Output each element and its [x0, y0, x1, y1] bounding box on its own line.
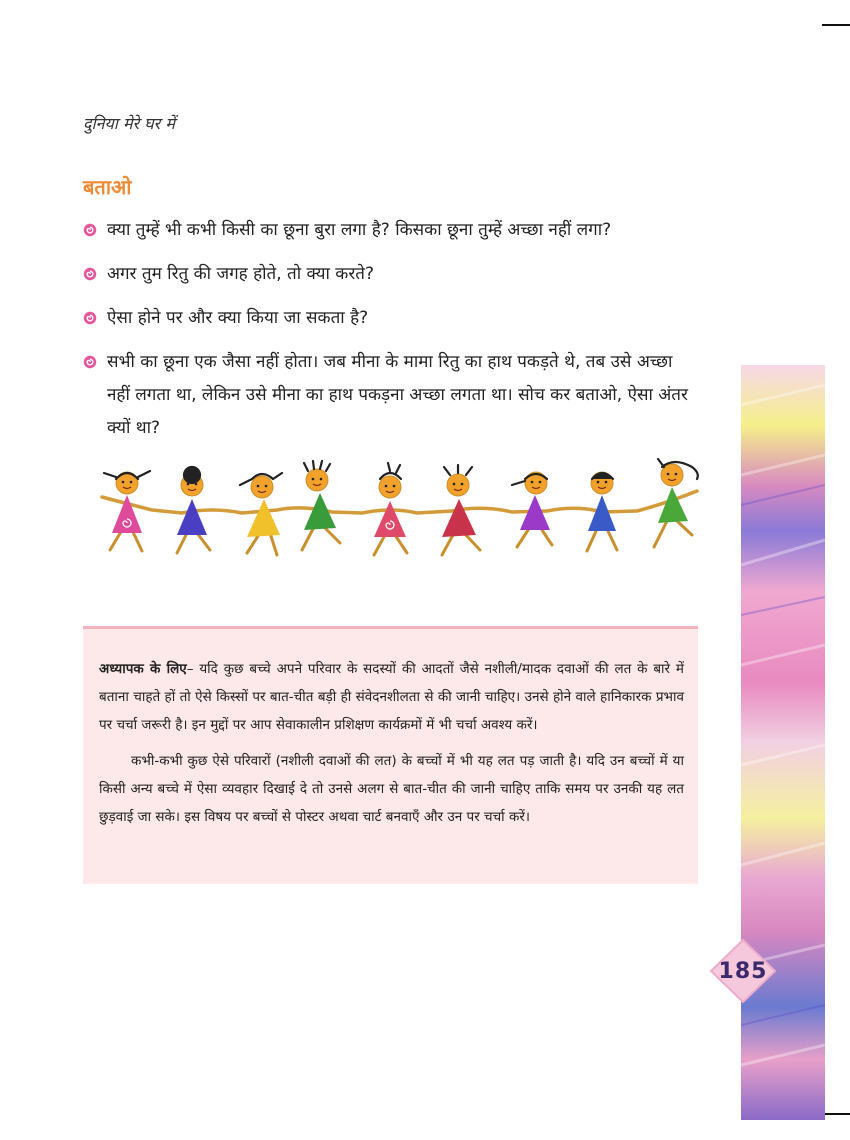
question-text: क्या तुम्हें भी कभी किसी का छूना बुरा लगा है? किसका छूना तुम्हें अच्छा नहीं लगा?	[107, 220, 612, 240]
question-item	[83, 258, 693, 290]
running-head: दुनिया मेरे घर में	[83, 114, 175, 133]
spiral-bullet-icon	[83, 223, 97, 237]
crop-mark	[822, 1113, 850, 1115]
teacher-note-text: – यदि कुछ बच्चे अपने परिवार के सदस्यों की आदतों जैसे नशीली/मादक दवाओं की लत के बारे में बताना चाहते हों तो ऐसे किस्सों पर बात-चीत बड़ी ही संवेदनशीलता से की जानी चाहिए। उनसे होने वाले हानिकारक प्रभाव पर चर्चा जरूरी है। इन मुद्दों पर आप सेवाकालीन प्रशिक्षण कार्यक्रमों में भी चर्चा अवश्य करें।	[99, 661, 684, 733]
teacher-note-lead: अध्यापक के लिए	[99, 661, 187, 677]
question-text: ऐसा होने पर और क्या किया जा सकता है?	[107, 308, 369, 328]
crop-mark	[822, 24, 850, 26]
question-text: अगर तुम रितु की जगह होते, तो क्या करते?	[107, 264, 375, 284]
question-item	[83, 302, 693, 334]
spiral-bullet-icon	[83, 355, 97, 369]
question-item	[83, 346, 693, 445]
teacher-note-box	[83, 626, 698, 884]
question-item	[83, 214, 693, 246]
decorative-side-strip	[741, 365, 825, 1120]
page-number-badge	[703, 936, 783, 1006]
teacher-note-para	[99, 655, 684, 739]
spiral-bullet-icon	[83, 311, 97, 325]
page-number: 185	[718, 958, 768, 984]
teacher-note-para: कभी-कभी कुछ ऐसे परिवारों (नशीली दवाओं की लत) के बच्चों में भी यह लत पड़ जाती है। यदि उन बच्चों में या किसी अन्य बच्चे में ऐसा व्यवहार दिखाई दे तो उनसे अलग से बात-चीत की जानी चाहिए ताकि समय पर उनकी यह लत छुड़वाई जा सके। इस विषय पर बच्चों से पोस्टर अथवा चार्ट बनवाएँ और उन पर चर्चा करें।	[99, 753, 684, 825]
question-text: सभी का छूना एक जैसा नहीं होता। जब मीना के मामा रितु का हाथ पकड़ते थे, तब उसे अच्छा नहीं लगता था, लेकिन उसे मीना का हाथ पकड़ना अच्छा लगता था। सोच कर बताओ, ऐसा अंतर क्यों था?	[107, 352, 688, 438]
question-list	[83, 214, 693, 457]
section-heading: बताओ	[83, 175, 132, 199]
children-holding-hands-illustration	[92, 455, 712, 570]
spiral-bullet-icon	[83, 267, 97, 281]
